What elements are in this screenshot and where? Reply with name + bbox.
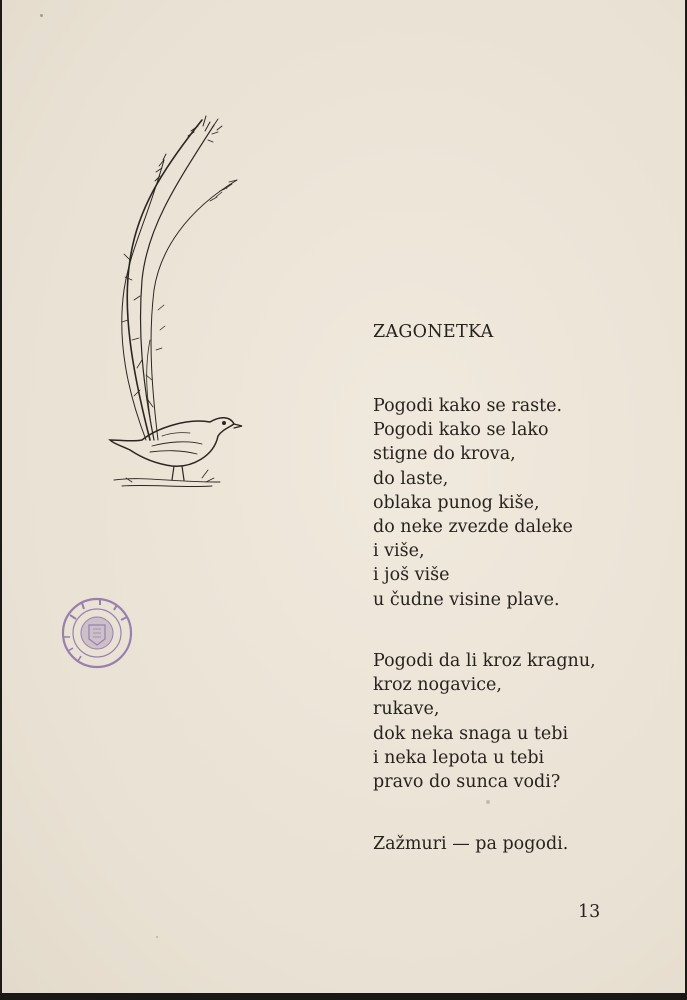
poem-line: do neke zvezde daleke bbox=[373, 517, 573, 538]
poem-line: i više, bbox=[373, 541, 425, 562]
paper-speck bbox=[40, 14, 43, 17]
book-page bbox=[2, 0, 685, 993]
poem-line: dok neka snaga u tebi bbox=[373, 723, 569, 744]
poem-title: ZAGONETKA bbox=[373, 322, 494, 342]
stanza-1 bbox=[373, 394, 573, 612]
page-number: 13 bbox=[578, 902, 601, 922]
library-stamp-icon bbox=[42, 585, 152, 685]
stanza-3 bbox=[373, 832, 568, 856]
poem-line: u čudne visine plave. bbox=[373, 589, 560, 610]
stanza-2 bbox=[373, 649, 596, 794]
poem-line: Zažmuri — pa pogodi. bbox=[373, 834, 569, 854]
poem-line: i još više bbox=[373, 565, 450, 586]
poem-line: do laste, bbox=[373, 468, 449, 489]
poem-line: pravo do sunca vodi? bbox=[373, 772, 561, 793]
poem-line: Pogodi da li kroz kragnu, bbox=[373, 651, 596, 671]
poem-line: stigne do krova, bbox=[373, 444, 516, 465]
poem-line: i neka lepota u tebi bbox=[373, 747, 545, 768]
poem-line: rukave, bbox=[373, 699, 440, 720]
poem-line: oblaka punog kiše, bbox=[373, 492, 540, 513]
bird-with-grass-icon bbox=[102, 110, 247, 500]
paper-speck bbox=[486, 800, 490, 804]
poem-line: Pogodi kako se lako bbox=[373, 420, 549, 441]
poem-line: kroz nogavice, bbox=[373, 675, 502, 696]
paper-speck bbox=[156, 936, 158, 938]
page-bottom-edge bbox=[0, 993, 687, 1000]
poem-line: Pogodi kako se raste. bbox=[373, 396, 563, 416]
